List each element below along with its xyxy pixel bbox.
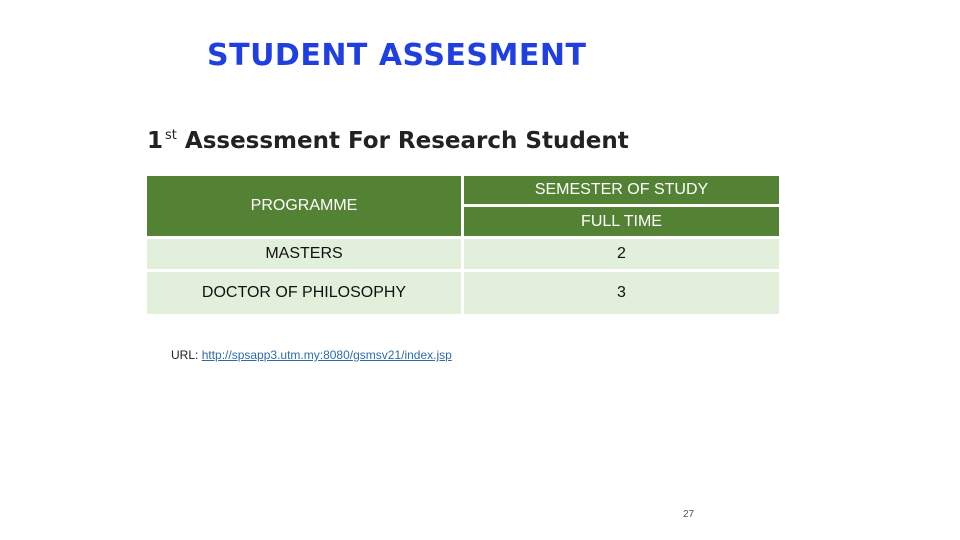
table-header-row: [147, 176, 779, 207]
assessment-table: [147, 176, 779, 314]
cell-full-time: 3: [464, 272, 779, 314]
header-semester-of-study: SEMESTER OF STUDY: [464, 176, 779, 207]
url-link[interactable]: http://spsapp3.utm.my:8080/gsmsv21/index.jsp: [201, 348, 452, 362]
header-full-time: FULL TIME: [464, 207, 779, 239]
page-number: 27: [683, 509, 695, 520]
header-programme: PROGRAMME: [147, 176, 464, 239]
subtitle-text: Assessment For Research Student: [184, 128, 629, 154]
cell-programme: MASTERS: [147, 239, 464, 272]
slide-title: STUDENT ASSESMENT: [207, 38, 587, 73]
url-line: [171, 348, 452, 362]
cell-programme: DOCTOR OF PHILOSOPHY: [147, 272, 464, 314]
url-label: URL:: [171, 348, 199, 362]
subtitle-ordinal-suffix: st: [165, 128, 177, 143]
subtitle-number: 1: [147, 128, 164, 154]
cell-full-time: 2: [464, 239, 779, 272]
table-row: [147, 239, 779, 272]
slide-subtitle: [147, 128, 629, 154]
table-row: [147, 272, 779, 314]
